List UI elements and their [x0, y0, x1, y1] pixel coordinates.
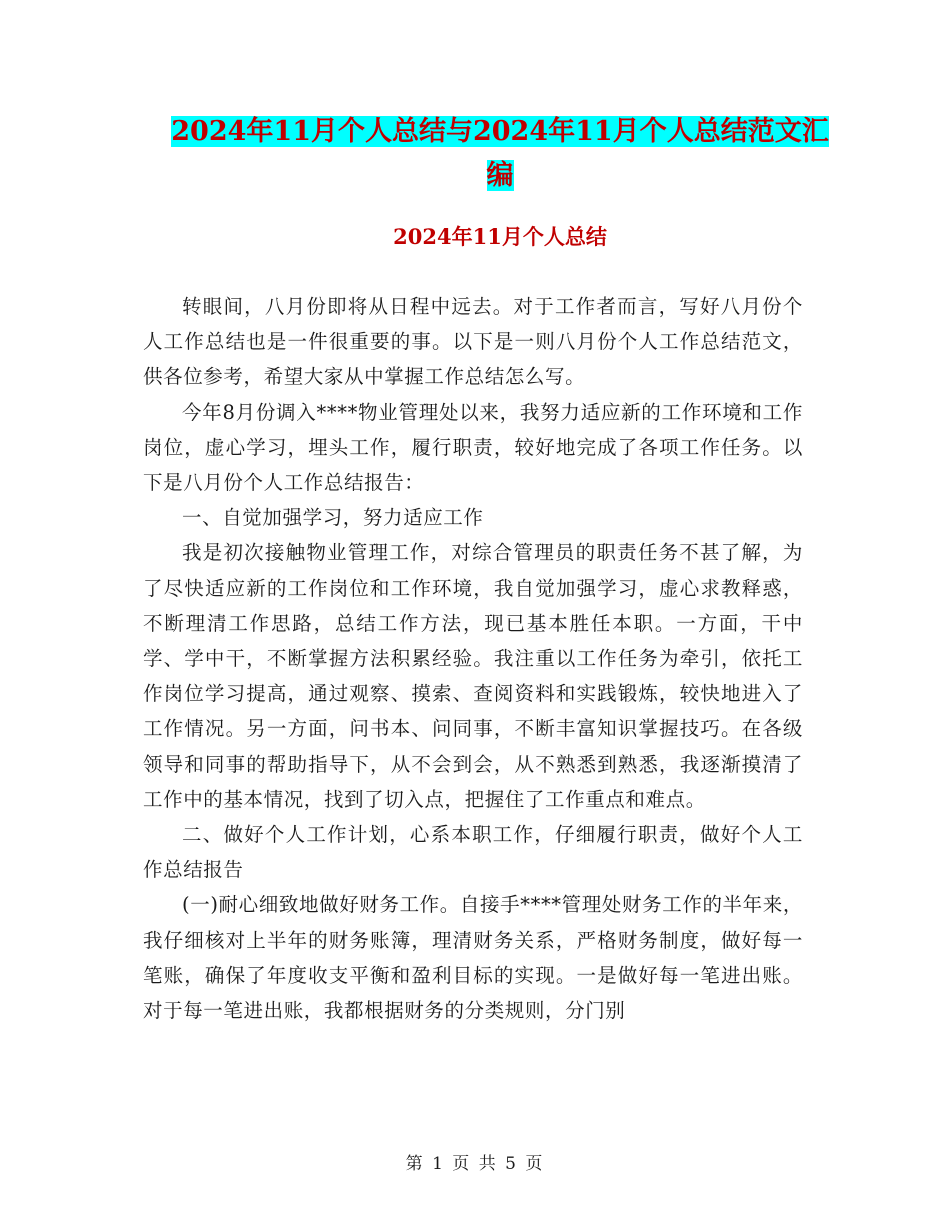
paragraph: 今年8月份调入****物业管理处以来，我努力适应新的工作环境和工作岗位，虚心学习，埋头工作，履行职责，较好地完成了各项工作任务。以下是八月份个人工作总结报告：: [143, 400, 803, 495]
title-line-2: 编: [486, 160, 514, 191]
paragraph: (一)耐心细致地做好财务工作。自接手****管理处财务工作的半年来，我仔细核对上半年的财务账簿，理清财务关系，严格财务制度，做好每一笔账，确保了年度收支平衡和盈利目标的实现。一是做好每一笔进出账。对于每一笔进出账，我都根据财务的分类规则，分门别: [143, 893, 803, 1023]
paragraph: 转眼间，八月份即将从日程中远去。对于工作者而言，写好八月份个人工作总结也是一件很重要的事。以下是一则八月份个人工作总结范文，供各位参考，希望大家从中掌握工作总结怎么写。: [143, 295, 803, 389]
document-title: [140, 110, 860, 198]
body-text: [143, 289, 803, 1028]
paragraph-heading: 一、自觉加强学习，努力适应工作: [182, 506, 484, 530]
title-line-1: 2024年11月个人总结与2024年11月个人总结范文汇: [171, 116, 829, 147]
paragraph-heading: 二、做好个人工作计划，心系本职工作，仔细履行职责，做好个人工作总结报告: [143, 823, 803, 882]
section-title: 2024年11月个人总结: [393, 224, 607, 249]
page-footer: 第 1 页 共 5 页: [405, 1154, 545, 1174]
paragraph: 我是初次接触物业管理工作，对综合管理员的职责任务不甚了解，为了尽快适应新的工作岗位和工作环境，我自觉加强学习，虚心求教释惑，不断理清工作思路，总结工作方法，现已基本胜任本职。一方面，干中学、学中干，不断掌握方法积累经验。我注重以工作任务为牵引，依托工作岗位学习提高，通过观察、摸索、查阅资料和实践锻炼，较快地进入了工作情况。另一方面，问书本、问同事，不断丰富知识掌握技巧。在各级领导和同事的帮助指导下，从不会到会，从不熟悉到熟悉，我逐渐摸清了工作中的基本情况，找到了切入点，把握住了工作重点和难点。: [143, 541, 803, 811]
